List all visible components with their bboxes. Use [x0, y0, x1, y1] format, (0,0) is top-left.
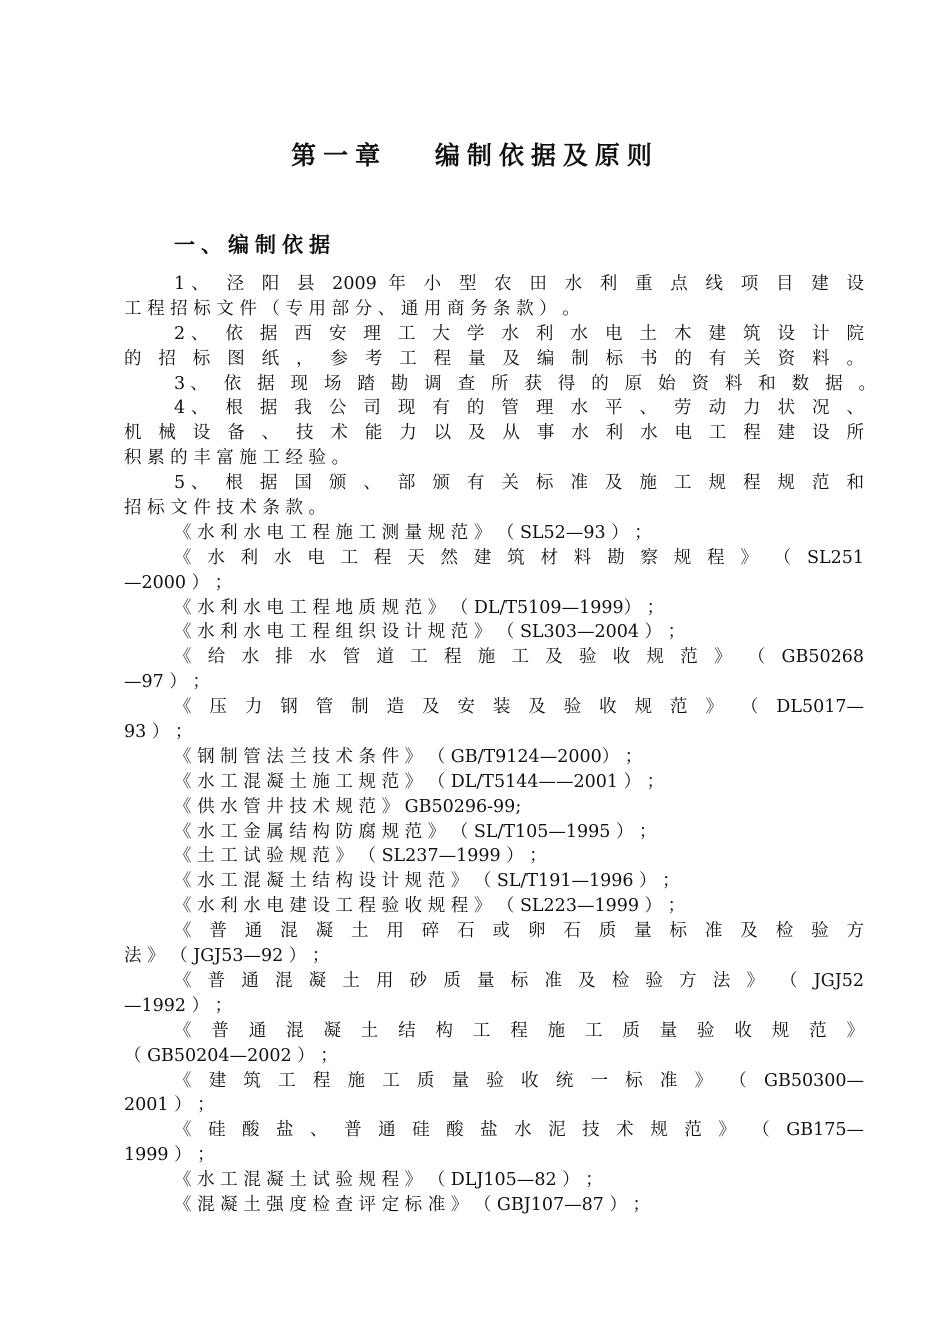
text-line: 《 水 工 混 凝 土 试 验 规 程 》 （ DLJ105—82 ） ； [174, 1170, 603, 1191]
text-line: 《 硅 酸 盐 、 普 通 硅 酸 盐 水 泥 技 术 规 范 》 （ GB175— [174, 1120, 864, 1141]
text-line: 《 水 利 水 电 工 程 天 然 建 筑 材 料 勘 察 规 程 》 （ SL251 [174, 547, 864, 568]
text-line: 机 械 设 备 、 技 术 能 力 以 及 从 事 水 利 水 电 工 程 建 设 所 [124, 423, 864, 444]
text-line: 法 》 （ JGJ53—92 ） ； [124, 946, 330, 967]
text-line: —2000 ） ； [124, 572, 233, 593]
text-line: 4、 根 据 我 公 司 现 有 的 管 理 水 平 、 劳 动 力 状 况 、 [174, 398, 864, 419]
text-line: 《 建 筑 工 程 施 工 质 量 验 收 统 一 标 准 》 （ GB50300— [174, 1070, 864, 1091]
text-line: 《 水 工 金 属 结 构 防 腐 规 范 》 （ SL/T105—1995 ） ； [174, 821, 657, 842]
text-line: 《 普 通 混 凝 土 结 构 工 程 施 工 质 量 验 收 规 范 》 [174, 1020, 864, 1041]
text-line: 《 水 工 混 凝 土 施 工 规 范 》 （ DL/T5144——2001 ） ； [174, 771, 665, 792]
text-line: 《 水 利 水 电 工 程 施 工 测 量 规 范 》 （ SL52—93 ） ； [174, 522, 652, 543]
text-line: 《 水 工 混 凝 土 结 构 设 计 规 范 》 （ SL/T191—1996 ） ； [174, 871, 680, 892]
text-line: 《 水 利 水 电 工 程 组 织 设 计 规 范 》 （ SL303—2004 ） ； [174, 622, 686, 643]
text-line: 2001 ） ； [124, 1095, 215, 1116]
text-line: 1、 泾 阳 县 2009 年 小 型 农 田 水 利 重 点 线 项 目 建 设 [174, 274, 864, 294]
text-line: 积 累 的 丰 富 施 工 经 验 。 [124, 448, 350, 469]
body-text [124, 272, 876, 1218]
text-line: 工 程 招 标 文 件 （ 专 用 部 分 、 通 用 商 务 条 款 ） 。 [124, 298, 580, 319]
text-line: 《 土 工 试 验 规 范 》 （ SL237—1999 ） ； [174, 846, 547, 867]
section-title: 一、编制依据 [174, 233, 336, 257]
text-line: 5、 根 据 国 颁 、 部 颁 有 关 标 准 及 施 工 规 程 规 范 和 [174, 473, 864, 494]
text-line: —1992 ） ； [124, 995, 233, 1016]
text-line: 《 混 凝 土 强 度 检 查 评 定 标 准 》 （ GBJ107—87 ） ； [174, 1194, 651, 1215]
text-line: 《 水 利 水 电 建 设 工 程 验 收 规 程 》 （ SL223—1999 ） ； [174, 896, 686, 917]
text-line: 《 供 水 管 井 技 术 规 范 》 GB50296-99; [174, 796, 522, 817]
text-line: 3、 依 据 现 场 踏 勘 调 查 所 获 得 的 原 始 资 料 和 数 据 。 [174, 373, 876, 394]
text-line: 《 钢 制 管 法 兰 技 术 条 件 》 （ GB/T9124—2000） ； [174, 746, 643, 767]
text-line: 《 普 通 混 凝 土 用 砂 质 量 标 准 及 检 验 方 法 》 （ JGJ52 [174, 970, 864, 991]
text-line: 《 普 通 混 凝 土 用 碎 石 或 卵 石 质 量 标 准 及 检 验 方 [174, 921, 864, 942]
text-line: 的 招 标 图 纸 ， 参 考 工 程 量 及 编 制 标 书 的 有 关 资 料 。 [124, 348, 864, 369]
chapter-title: 第一章 编制依据及原则 [291, 141, 659, 170]
text-line: 1999 ） ； [124, 1145, 215, 1166]
text-line: 《 给 水 排 水 管 道 工 程 施 工 及 验 收 规 范 》 （ GB50268 [174, 647, 864, 668]
text-line: 《 压 力 钢 管 制 造 及 安 装 及 验 收 规 范 》 （ DL5017— [174, 697, 864, 718]
text-line: —97 ） ； [124, 672, 210, 693]
text-line: 《 水 利 水 电 工 程 地 质 规 范 》 （ DL/T5109—1999） ； [174, 597, 665, 618]
text-line: 2、 依 据 西 安 理 工 大 学 水 利 水 电 土 木 建 筑 设 计 院 [174, 323, 864, 344]
text-line: 93 ） ； [124, 722, 193, 743]
text-line: 招 标 文 件 技 术 条 款 。 [124, 498, 327, 519]
text-line: （ GB50204—2002 ） ； [124, 1045, 338, 1066]
